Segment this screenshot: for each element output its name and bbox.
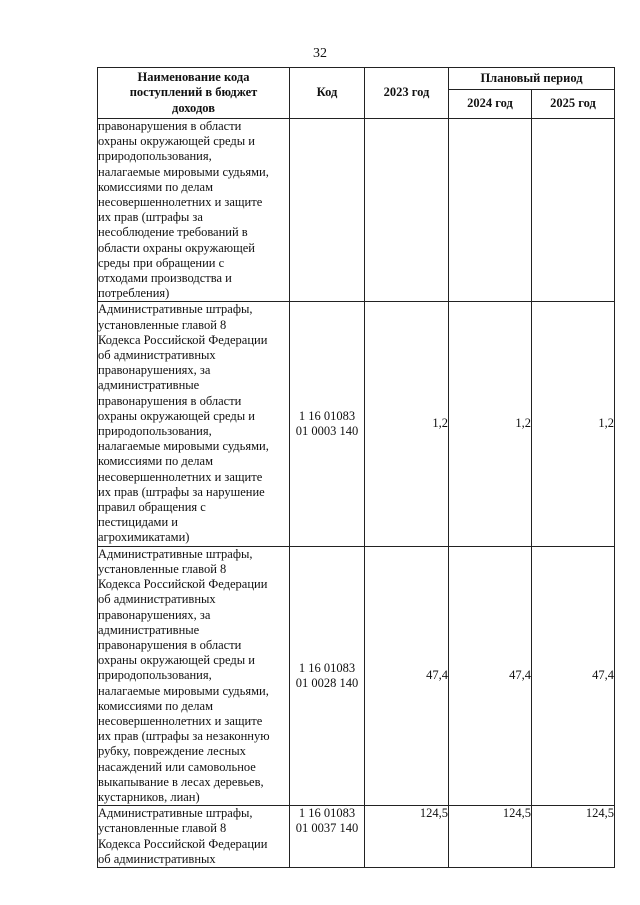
page-number: 32	[313, 46, 327, 61]
row-value-2023: 1,2	[365, 302, 449, 546]
table-row	[98, 546, 615, 805]
row-value-2023: 47,4	[365, 546, 449, 805]
row-value-2024: 124,5	[449, 806, 532, 868]
row-value-2025: 1,2	[532, 302, 615, 546]
row-name: Административные штрафы, установленные главой 8 Кодекса Российской Федерации об административных	[98, 806, 290, 868]
row-name: правонарушения в области охраны окружающей среды и природопользования, налагаемые мировыми судьями, комиссиями по делам несовершеннолетних и защите их прав (штрафы за несоблюдение требований в области охраны окружающей среды при обращении с отходами производства и потребления)	[98, 119, 290, 302]
row-code: 1 16 01083 01 0028 140	[290, 546, 365, 805]
row-value-2023	[365, 119, 449, 302]
row-name: Административные штрафы, установленные главой 8 Кодекса Российской Федерации об административных правонарушениях, за административные правонарушения в области охраны окружающей среды и природопользования, налагаемые мировыми судьями, комиссиями по делам несовершеннолетних и защите их прав (штрафы за нарушение правил обращения с пестицидами и агрохимикатами)	[98, 302, 290, 546]
header-code: Код	[290, 68, 365, 119]
table-row	[98, 302, 615, 546]
header-planned-period: Плановый период	[449, 68, 615, 90]
header-2025: 2025 год	[532, 90, 615, 119]
row-value-2024: 1,2	[449, 302, 532, 546]
row-value-2025: 124,5	[532, 806, 615, 868]
revenue-table	[97, 67, 615, 868]
row-value-2025	[532, 119, 615, 302]
row-name: Административные штрафы, установленные главой 8 Кодекса Российской Федерации об административных правонарушениях, за административные правонарушения в области охраны окружающей среды и природопользования, налагаемые мировыми судьями, комиссиями по делам несовершеннолетних и защите их прав (штрафы за незаконную рубку, повреждение лесных насаждений или самовольное выкапывание в лесах деревьев, кустарников, лиан)	[98, 546, 290, 805]
row-code	[290, 119, 365, 302]
row-code: 1 16 01083 01 0003 140	[290, 302, 365, 546]
row-value-2025: 47,4	[532, 546, 615, 805]
table-row	[98, 806, 615, 868]
header-2024: 2024 год	[449, 90, 532, 119]
row-value-2023: 124,5	[365, 806, 449, 868]
header-name: Наименование кода поступлений в бюджет доходов	[98, 68, 290, 119]
row-code: 1 16 01083 01 0037 140	[290, 806, 365, 868]
header-2023: 2023 год	[365, 68, 449, 119]
table-row	[98, 119, 615, 302]
row-value-2024: 47,4	[449, 546, 532, 805]
row-value-2024	[449, 119, 532, 302]
